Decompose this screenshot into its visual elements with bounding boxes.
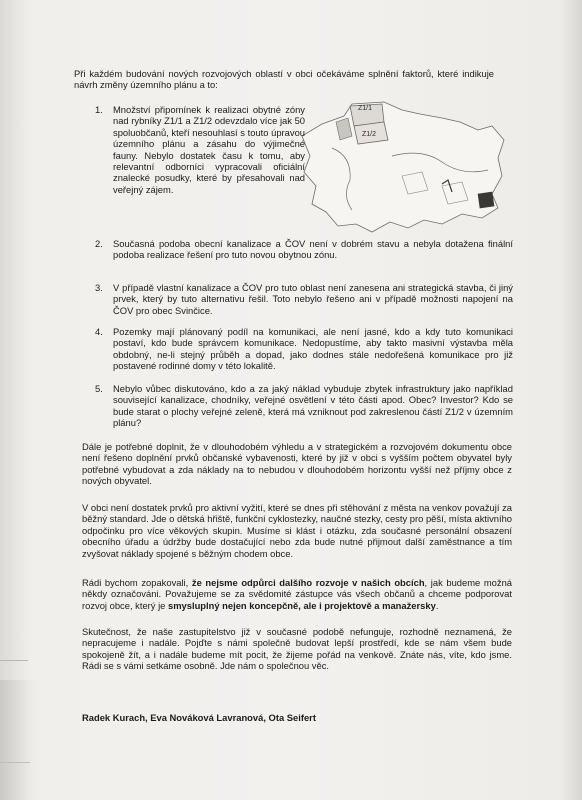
map-marker [478, 192, 494, 208]
list-text: Množství připomínek k realizaci obytné zóny nad rybníky Z1/1 a Z1/2 odevzdalo více jak 50 spoluobčanů, kteří nesouhlasí s touto úpravou územního plánu a zásahu do výjimečné fauny. Nebylo dostatek času k tomu, aby relevantní odborníci vypracovali oficiální znalecké posudky, které by přesahovali nad veřejný zájem. [113, 104, 305, 195]
paragraph-text: V obci není dostatek prvků pro aktivní vyžití, které se dnes při stěhování z města na venkov považují za běžný standard. Jde o dětská hřiště, funkční cyklostezky, naučné stezky, cesty pro pěší, místa aktivního odpočinku pro více věkových skupin. Musíme si klást i otázku, zda současné personální obsazení obecního úřadu a údržby bude dostačující nebo zda bude nutné přijmout další zaměstnance a tím zvyšovat náklady spojené s běžným chodem obce. [82, 502, 512, 559]
list-text: Současná podoba obecní kanalizace a ČOV není v dobrém stavu a nebyla dotažena finální podoba realizace řešení pro tuto novou obytnou zónu. [113, 238, 513, 261]
list-number: 2. [95, 238, 103, 249]
list-number: 4. [95, 326, 103, 337]
list-number: 1. [95, 104, 103, 115]
paragraph [82, 441, 512, 487]
list-text: V případě vlastní kanalizace a ČOV pro tuto oblast není zanesena ani strategická stavba, či jiný prvek, který by tuto alternativu řešil. Toto nebylo řešeno ani v případě možnosti napojení na ČOV pro obec Svinčice. [113, 282, 513, 316]
bold-text-run: že nejsme odpůrci dalšího rozvoje v našich obcích [191, 577, 425, 588]
text-run: , jak budeme možná někdy označováni. Považujeme se za svědomité zástupce vás všech občanů a chceme podporovat rozvoj obce, který je [82, 577, 513, 611]
paragraph-text: Skutečnost, že naše zastupitelstvo již v současné podobě nefunguje, rozhodně neznamená, že nepracujeme i nadále. Pojďte s námi společně budovat lepší prostředí, kde se nám všem bude spokojeně žít, a i nadále budeme mít pocit, že žijeme pořád na venkově. Znáte nás, víte, kdo jsme. Rádi se s vámi setkáme osobně. Jde nám o společnou věc. [82, 626, 512, 672]
list-number: 5. [95, 383, 103, 394]
fold-mark [0, 762, 30, 763]
bold-text-run: smysluplný nejen koncepčně, ale i projektově a manažersky [167, 599, 436, 611]
signature-line: Radek Kurach, Eva Nováková Lavranová, Ota Seifert [82, 712, 316, 723]
paragraph-text: Dále je potřebné doplnit, že v dlouhodobém výhledu a v strategickém a rozvojovém dokumentu obce není řešeno doplnění prvků občanské vybavenosti, které by již v obci s vyšším počtem obyvatel byly potřebné vybudovat a zda náklady na to nebudou v dlouhodobém horizontu vyšší než příjmy obce z nových obyvatel. [82, 441, 512, 487]
text-run: . [435, 599, 439, 611]
list-number: 3. [95, 282, 103, 293]
zoning-map-image [292, 96, 510, 238]
list-text: Pozemky mají plánovaný podíl na komunikaci, ale není jasné, kdo a kdy tuto komunikaci postaví, kdo bude správcem komunikace. Nedopustíme, aby takto masivní výstavba měla obdobný, ne-li stejný průběh a dopad, jako dodnes stále nedořešená komunikace pro již postavené rodinné domy v této lokalitě. [113, 326, 513, 372]
list-text: Nebylo vůbec diskutováno, kdo a za jaký náklad vybuduje zbytek infrastruktury jako například související kanalizace, chodníky, veřejné osvětlení v této části apod. Obec? Investor? Kdo se bude starat o plochy veřejné zeleně, která má vzniknout pod zakreslenou částí Z1/2 v územním plánu? [113, 383, 513, 429]
intro-paragraph [74, 68, 494, 91]
paragraph-text [82, 577, 512, 611]
map-outline [302, 102, 504, 232]
scan-shadow [0, 680, 40, 800]
paragraph [82, 577, 512, 611]
map-label-z1-1: Z1/1 [358, 105, 373, 112]
paragraph [82, 626, 512, 672]
intro-text: Při každém budování nových rozvojových oblastí v obci očekáváme splnění faktorů, které indikuje návrh změny územního plánu a to: [74, 68, 494, 91]
text-run: Rádi bychom zopakovali, [82, 577, 192, 588]
paragraph [82, 502, 512, 559]
map-label-z1-2: Z1/2 [362, 131, 377, 138]
fold-mark [0, 660, 28, 661]
